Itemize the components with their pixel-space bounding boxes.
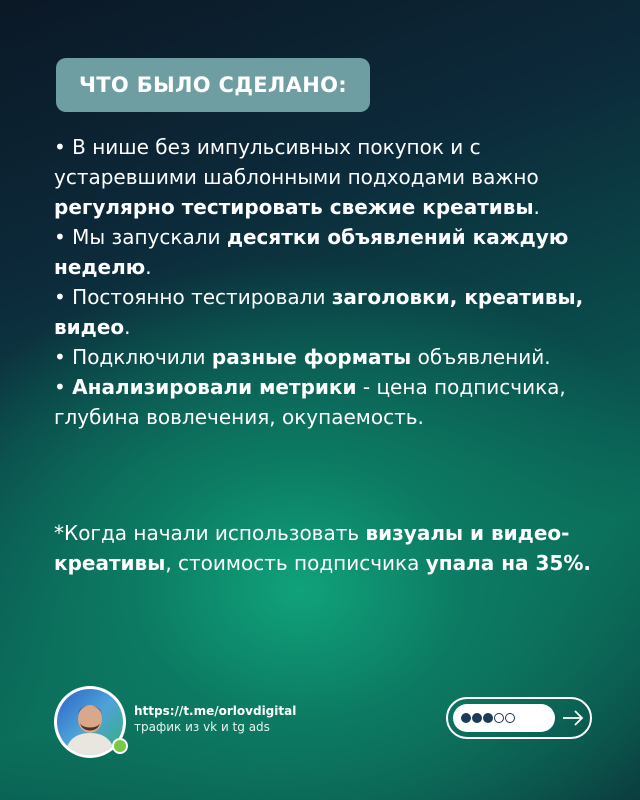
telegram-link[interactable]: https://t.me/orlovdigital — [134, 704, 297, 718]
list-item-text: • — [54, 375, 73, 399]
arrow-right-icon — [562, 708, 584, 728]
carousel-next-button[interactable] — [446, 697, 592, 739]
list-item — [54, 222, 614, 282]
list-item-emphasis: Анализировали метрики — [72, 375, 357, 399]
footnote-text — [54, 518, 594, 578]
result-footnote — [54, 518, 594, 578]
pagination-dot — [461, 713, 471, 723]
section-title-badge — [56, 58, 370, 112]
pagination-dots — [453, 704, 555, 732]
pagination-dot — [472, 713, 482, 723]
list-item — [54, 342, 614, 372]
list-item-text: - цена подписчика, глубина вовлечения, окупаемость. — [54, 375, 566, 429]
section-title: ЧТО БЫЛО СДЕЛАНО: — [79, 73, 347, 97]
list-item-emphasis: заголовки, креативы, видео — [54, 285, 584, 339]
pagination-dot — [494, 713, 504, 723]
list-item-text: • В нише без импульсивных покупок и с устаревшими шаблонными подходами важно — [54, 135, 539, 189]
list-item-text: • Мы запускали — [54, 225, 227, 249]
list-item-emphasis: разные форматы — [211, 345, 412, 369]
list-item-text: . — [533, 195, 540, 219]
list-item — [54, 282, 614, 342]
list-item-text: объявлений. — [411, 345, 551, 369]
contact-info — [134, 703, 296, 735]
list-item-text: . — [124, 315, 131, 339]
online-status-indicator — [112, 738, 128, 754]
list-item-text: • Постоянно тестировали — [54, 285, 332, 309]
contact-subtitle: трафик из vk и tg ads — [134, 720, 270, 734]
pagination-dot — [505, 713, 515, 723]
pagination-dot — [483, 713, 493, 723]
list-item-emphasis: регулярно тестировать свежие креативы — [54, 195, 534, 219]
list-item-text: . — [145, 255, 152, 279]
list-item — [54, 132, 614, 222]
bullet-list — [54, 132, 614, 432]
footnote-part: , стоимость подписчика — [165, 551, 426, 575]
list-item-emphasis: десятки объявлений каждую неделю — [54, 225, 569, 279]
list-item — [54, 372, 614, 432]
footnote-emphasis: визуалы и видео-креативы — [54, 521, 570, 575]
footnote-part: *Когда начали использовать — [54, 521, 366, 545]
list-item-text: • Подключили — [54, 345, 212, 369]
footnote-emphasis: упала на 35%. — [425, 551, 591, 575]
